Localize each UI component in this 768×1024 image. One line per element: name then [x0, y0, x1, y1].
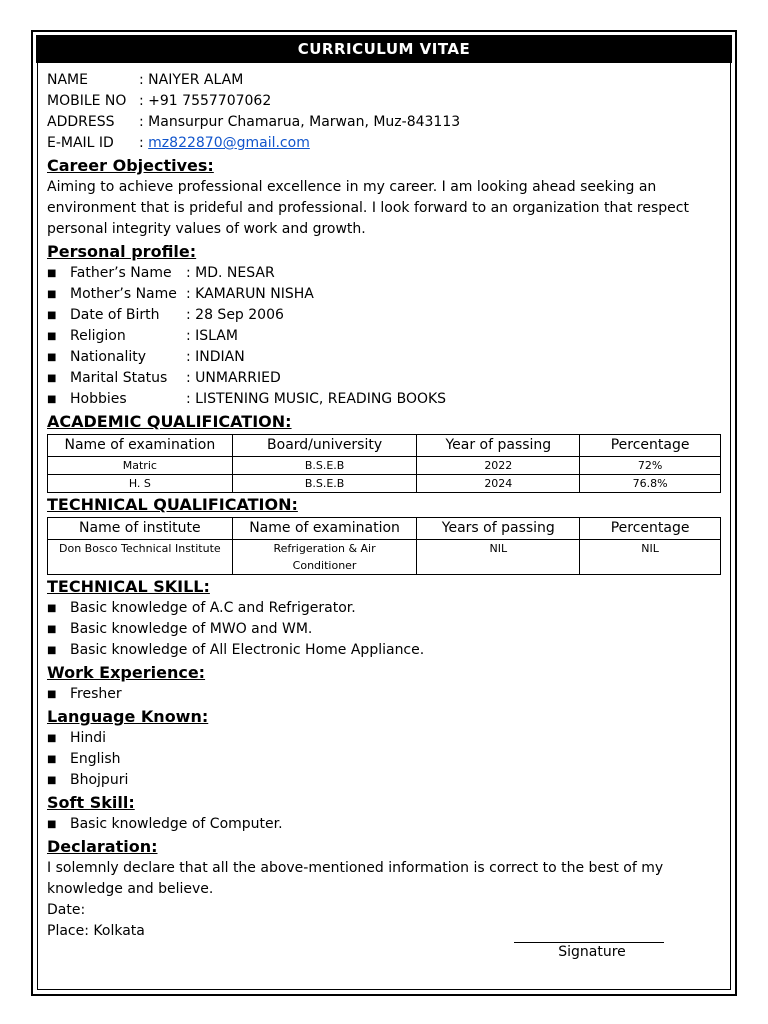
- bullet-icon: [47, 284, 55, 305]
- table-cell: NIL: [580, 540, 721, 575]
- signature-label: Signature: [558, 944, 626, 960]
- bullet-icon: [47, 684, 55, 705]
- bullet-icon: [47, 640, 55, 661]
- bullet-icon: [47, 347, 55, 368]
- technical-qualification-heading: TECHNICAL QUALIFICATION:: [47, 495, 298, 514]
- personal-label: Hobbies: [70, 391, 127, 407]
- personal-value: : KAMARUN NISHA: [186, 286, 314, 302]
- personal-label: Marital Status: [70, 370, 168, 386]
- column-header: Name of examination: [48, 435, 233, 457]
- declaration-date: Date:: [47, 902, 86, 918]
- table-cell: B.S.E.B: [232, 475, 417, 493]
- bullet-icon: [47, 368, 55, 389]
- table-cell: H. S: [48, 475, 233, 493]
- list-item: [47, 619, 725, 640]
- bullet-icon: [47, 263, 55, 284]
- personal-value: : INDIAN: [186, 349, 245, 365]
- career-heading: Career Objectives:: [47, 156, 214, 175]
- column-header: Name of institute: [48, 518, 233, 540]
- personal-value: : LISTENING MUSIC, READING BOOKS: [186, 391, 447, 407]
- career-text: Aiming to achieve professional excellence in my career. I am looking ahead seeking an environment that is prideful and professional. I look forward to an organization that respect personal integrity values of work and growth.: [47, 179, 689, 237]
- table-row: [48, 475, 721, 493]
- table-cell: NIL: [417, 540, 580, 575]
- personal-value: : 28 Sep 2006: [186, 307, 284, 323]
- technical-skill-heading: TECHNICAL SKILL:: [47, 577, 210, 596]
- personal-item: [47, 389, 725, 410]
- column-header: Percentage: [580, 518, 721, 540]
- bullet-icon: [47, 749, 55, 770]
- list-item-text: Basic knowledge of All Electronic Home Appliance.: [70, 642, 425, 658]
- cv-content: [47, 70, 725, 942]
- contact-label: MOBILE NO: [47, 93, 127, 109]
- bullet-icon: [47, 389, 55, 410]
- table-cell: Refrigeration & Air Conditioner: [232, 540, 417, 575]
- personal-item: [47, 263, 725, 284]
- table-cell: 2022: [417, 457, 580, 475]
- personal-label: Father’s Name: [70, 265, 172, 281]
- table-row: [48, 540, 721, 575]
- bullet-icon: [47, 326, 55, 347]
- declaration-text: I solemnly declare that all the above-mentioned information is correct to the best of my knowledge and believe.: [47, 860, 664, 897]
- personal-value: : ISLAM: [186, 328, 238, 344]
- column-header: Board/university: [232, 435, 417, 457]
- personal-value: : MD. NESAR: [186, 265, 275, 281]
- signature-line: [514, 942, 664, 943]
- bullet-icon: [47, 598, 55, 619]
- bullet-icon: [47, 619, 55, 640]
- personal-item: [47, 305, 725, 326]
- bullet-icon: [47, 814, 55, 835]
- email-link[interactable]: mz822870@gmail.com: [148, 135, 310, 151]
- personal-item: [47, 326, 725, 347]
- list-item: [47, 598, 725, 619]
- contact-row-email: [47, 133, 725, 154]
- column-header: Percentage: [580, 435, 721, 457]
- contact-value: : NAIYER ALAM: [139, 72, 244, 88]
- list-item: [47, 684, 725, 705]
- personal-label: Date of Birth: [70, 307, 160, 323]
- list-item-text: Fresher: [70, 686, 122, 702]
- academic-table: [47, 434, 721, 493]
- contact-value: : Mansurpur Chamarua, Marwan, Muz-843113: [139, 114, 461, 130]
- contact-row-mobile: [47, 91, 725, 112]
- technical-qualification-table: [47, 517, 721, 575]
- table-cell: 76.8%: [580, 475, 721, 493]
- column-header: Years of passing: [417, 518, 580, 540]
- personal-item: [47, 347, 725, 368]
- list-item: [47, 770, 725, 791]
- contact-row-address: [47, 112, 725, 133]
- list-item: [47, 814, 725, 835]
- academic-heading: ACADEMIC QUALIFICATION:: [47, 412, 292, 431]
- personal-item: [47, 284, 725, 305]
- bullet-icon: [47, 728, 55, 749]
- list-item: [47, 749, 725, 770]
- list-item: [47, 640, 725, 661]
- table-header-row: [48, 435, 721, 457]
- list-item-text: Basic knowledge of Computer.: [70, 816, 283, 832]
- table-cell: Don Bosco Technical Institute: [48, 540, 233, 575]
- work-heading: Work Experience:: [47, 663, 206, 682]
- list-item-text: Basic knowledge of MWO and WM.: [70, 621, 313, 637]
- column-header: Year of passing: [417, 435, 580, 457]
- list-item: [47, 728, 725, 749]
- declaration-place: Place: Kolkata: [47, 923, 145, 939]
- soft-skill-heading: Soft Skill:: [47, 793, 135, 812]
- list-item-text: Basic knowledge of A.C and Refrigerator.: [70, 600, 356, 616]
- table-header-row: [48, 518, 721, 540]
- column-header: Name of examination: [232, 518, 417, 540]
- bullet-icon: [47, 770, 55, 791]
- table-cell: 2024: [417, 475, 580, 493]
- table-cell: Matric: [48, 457, 233, 475]
- contact-row-name: [47, 70, 725, 91]
- table-cell: B.S.E.B: [232, 457, 417, 475]
- table-row: [48, 457, 721, 475]
- personal-value: : UNMARRIED: [186, 370, 281, 386]
- email-separator: :: [139, 135, 149, 151]
- personal-label: Mother’s Name: [70, 286, 177, 302]
- list-item-text: Hindi: [70, 730, 107, 746]
- personal-heading: Personal profile:: [47, 242, 197, 261]
- contact-label: ADDRESS: [47, 114, 115, 130]
- contact-value: : +91 7557707062: [139, 93, 272, 109]
- cv-title: CURRICULUM VITAE: [36, 35, 732, 63]
- declaration-heading: Declaration:: [47, 837, 158, 856]
- personal-label: Religion: [70, 328, 126, 344]
- personal-label: Nationality: [70, 349, 147, 365]
- contact-label: NAME: [47, 72, 88, 88]
- contact-label: E-MAIL ID: [47, 135, 114, 151]
- list-item-text: Bhojpuri: [70, 772, 129, 788]
- personal-item: [47, 368, 725, 389]
- bullet-icon: [47, 305, 55, 326]
- language-heading: Language Known:: [47, 707, 209, 726]
- list-item-text: English: [70, 751, 121, 767]
- table-cell: 72%: [580, 457, 721, 475]
